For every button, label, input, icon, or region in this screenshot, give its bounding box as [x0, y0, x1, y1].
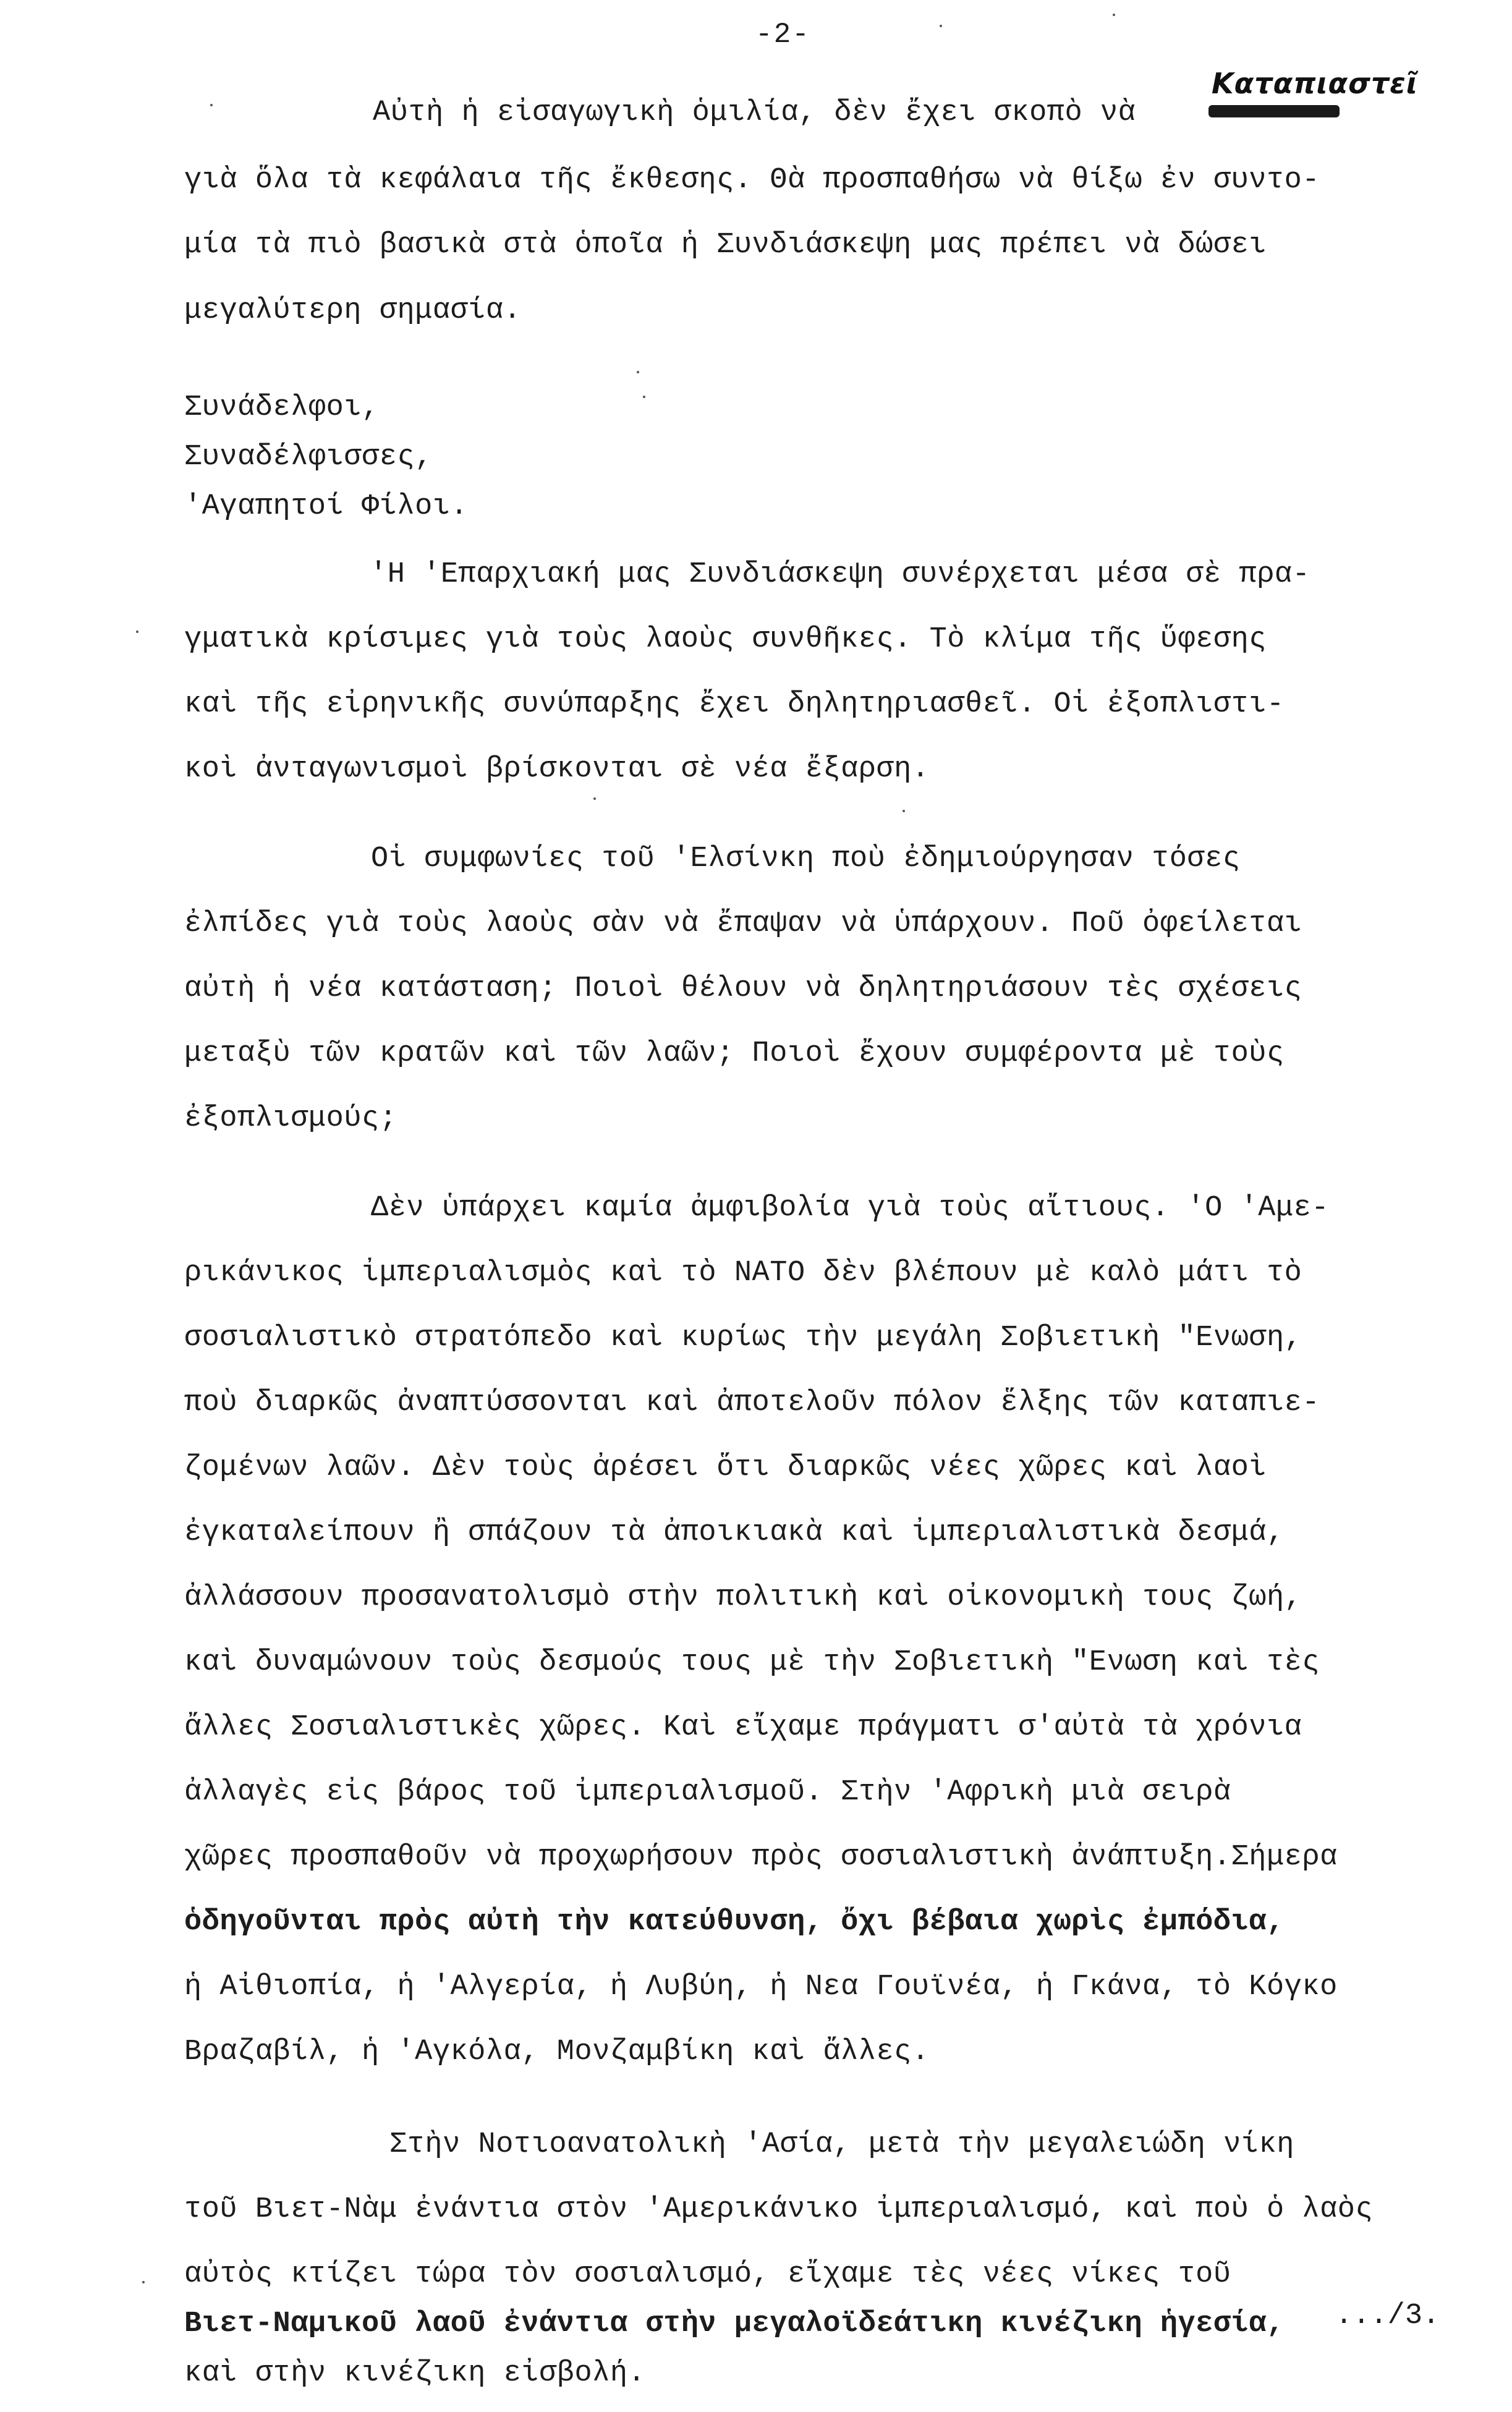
text-line: Βραζαβίλ, ἡ 'Αγκόλα, Μονζαμβίκη καὶ ἄλλες. [184, 2036, 930, 2068]
text-line: μεγαλύτερη σημασία. [184, 294, 522, 327]
text-line: ἀλλαγὲς εἰς βάρος τοῦ ἰμπεριαλισμοῦ. Στὴν 'Αφρικὴ μιὰ σειρὰ [184, 1776, 1231, 1809]
text-line: καὶ στὴν κινέζικη εἰσβολή. [184, 2357, 646, 2390]
text-line: καὶ δυναμώνουν τοὺς δεσμούς τους μὲ τὴν Σοβιετικὴ "Ενωση καὶ τὲς [184, 1646, 1320, 1679]
text-line: ἐλπίδες γιὰ τοὺς λαοὺς σὰν νὰ ἔπαψαν νὰ ὑπάρχουν. Ποῦ ὀφείλεται [184, 907, 1302, 940]
salutation-line: Συνάδελφοι, [184, 391, 380, 424]
text-line: μεταξὺ τῶν κρατῶν καὶ τῶν λαῶν; Ποιοὶ ἔχουν συμφέροντα μὲ τοὺς [184, 1037, 1285, 1070]
scan-speck [136, 631, 138, 633]
text-line: καὶ τῆς εἰρηνικῆς συνύπαρξης ἔχει δηλητηριασθεῖ. Οἱ ἐξοπλιστι- [184, 688, 1285, 721]
scan-speck [903, 810, 905, 812]
continuation-mark: .../3. [1335, 2299, 1440, 2332]
salutation-line: 'Αγαπητοί Φίλοι. [184, 490, 469, 523]
scan-speck [637, 371, 639, 373]
text-line: τοῦ Βιετ-Νὰμ ἐνάντια στὸν 'Αμερικάνικο ἰμπεριαλισμό, καὶ ποὺ ὁ λαὸς [184, 2193, 1374, 2226]
text-line: Οἱ συμφωνίες τοῦ 'Ελσίνκη ποὺ ἐδημιούργησαν τόσες [371, 843, 1241, 875]
handwritten-correction: Καταπιαστεῖ [1212, 67, 1418, 100]
text-line: ἐξοπλισμούς; [184, 1102, 397, 1135]
text-line: ἡ Αἰθιοπία, ἡ 'Αλγερία, ἡ Λυβύη, ἡ Νεα Γουϊνέα, ἡ Γκάνα, τὸ Κόγκο [184, 1971, 1338, 2003]
text-line: χῶρες προσπαθοῦν νὰ προχωρήσουν πρὸς σοσιαλιστικὴ ἀνάπτυξη.Σήμερα [184, 1841, 1338, 1874]
text-line: 'Η 'Επαρχιακή μας Συνδιάσκεψη συνέρχεται μέσα σὲ πρα- [370, 558, 1310, 591]
text-line: ἄλλες Σοσιαλιστικὲς χῶρες. Καὶ εἴχαμε πράγματι σ'αὐτὰ τὰ χρόνια [184, 1711, 1302, 1744]
text-line: μία τὰ πιὸ βασικὰ στὰ ὁποῖα ἡ Συνδιάσκεψη μας πρέπει νὰ δώσει [184, 229, 1267, 261]
text-line: ὁδηγοῦνται πρὸς αὐτὴ τὴν κατεύθυνση, ὄχι βέβαια χωρὶς ἐμπόδια, [184, 1906, 1285, 1939]
salutation-line: Συναδέλφισσες, [184, 441, 433, 473]
text-line: αὐτὴ ἡ νέα κατάσταση; Ποιοὶ θέλουν νὰ δηλητηριάσουν τὲς σχέσεις [184, 972, 1302, 1005]
text-line: γιὰ ὅλα τὰ κεφάλαια τῆς ἔκθεσης. Θὰ προσπαθήσω νὰ θίξω ἐν συντο- [184, 164, 1320, 197]
text-line: Στὴν Νοτιοανατολικὴ 'Ασία, μετὰ τὴν μεγαλειώδη νίκη [389, 2128, 1294, 2161]
text-line: ζομένων λαῶν. Δὲν τοὺς ἀρέσει ὅτι διαρκῶς νέες χῶρες καὶ λαοὶ [184, 1451, 1267, 1484]
text-line: ρικάνικος ἰμπεριαλισμὸς καὶ τὸ ΝΑΤΟ δὲν βλέπουν μὲ καλὸ μάτι τὸ [184, 1257, 1302, 1289]
text-line: ποὺ διαρκῶς ἀναπτύσσονται καὶ ἀποτελοῦν πόλον ἕλξης τῶν καταπιε- [184, 1386, 1320, 1419]
text-line: κοὶ ἀνταγωνισμοὶ βρίσκονται σὲ νέα ἔξαρση. [184, 753, 930, 786]
text-line: αὐτὸς κτίζει τώρα τὸν σοσιαλισμό, εἴχαμε τὲς νέες νίκες τοῦ [184, 2258, 1231, 2291]
text-line: Βιετ-Ναμικοῦ λαοῦ ἐνάντια στὴν μεγαλοϊδεάτικη κινέζικη ἡγεσία, [184, 2308, 1285, 2340]
text-line: Αὐτὴ ἡ εἰσαγωγικὴ ὁμιλία, δὲν ἔχει σκοπὸ νὰ [373, 96, 1136, 129]
text-line: γματικὰ κρίσιμες γιὰ τοὺς λαοὺς συνθῆκες. Τὸ κλίμα τῆς ὕφεσης [184, 623, 1267, 656]
scan-speck [593, 797, 596, 800]
text-line: ἐγκαταλείπουν ἢ σπάζουν τὰ ἀποικιακὰ καὶ ἰμπεριαλιστικὰ δεσμά, [184, 1516, 1285, 1549]
struck-out-word [1208, 105, 1340, 117]
page-number: -2- [755, 19, 810, 51]
scan-speck [1113, 14, 1115, 16]
text-line: ἀλλάσσουν προσανατολισμὸ στὴν πολιτικὴ καὶ οἰκονομικὴ τους ζωή, [184, 1581, 1302, 1614]
text-line: σοσιαλιστικὸ στρατόπεδο καὶ κυρίως τὴν μεγάλη Σοβιετικὴ "Ενωση, [184, 1322, 1302, 1354]
scan-speck [210, 104, 213, 106]
scan-speck [643, 396, 645, 398]
scan-speck [142, 2281, 145, 2283]
scan-speck [940, 25, 942, 27]
text-line: Δὲν ὑπάρχει καμία ἀμφιβολία γιὰ τοὺς αἴτιους. 'Ο 'Αμε- [371, 1192, 1330, 1225]
